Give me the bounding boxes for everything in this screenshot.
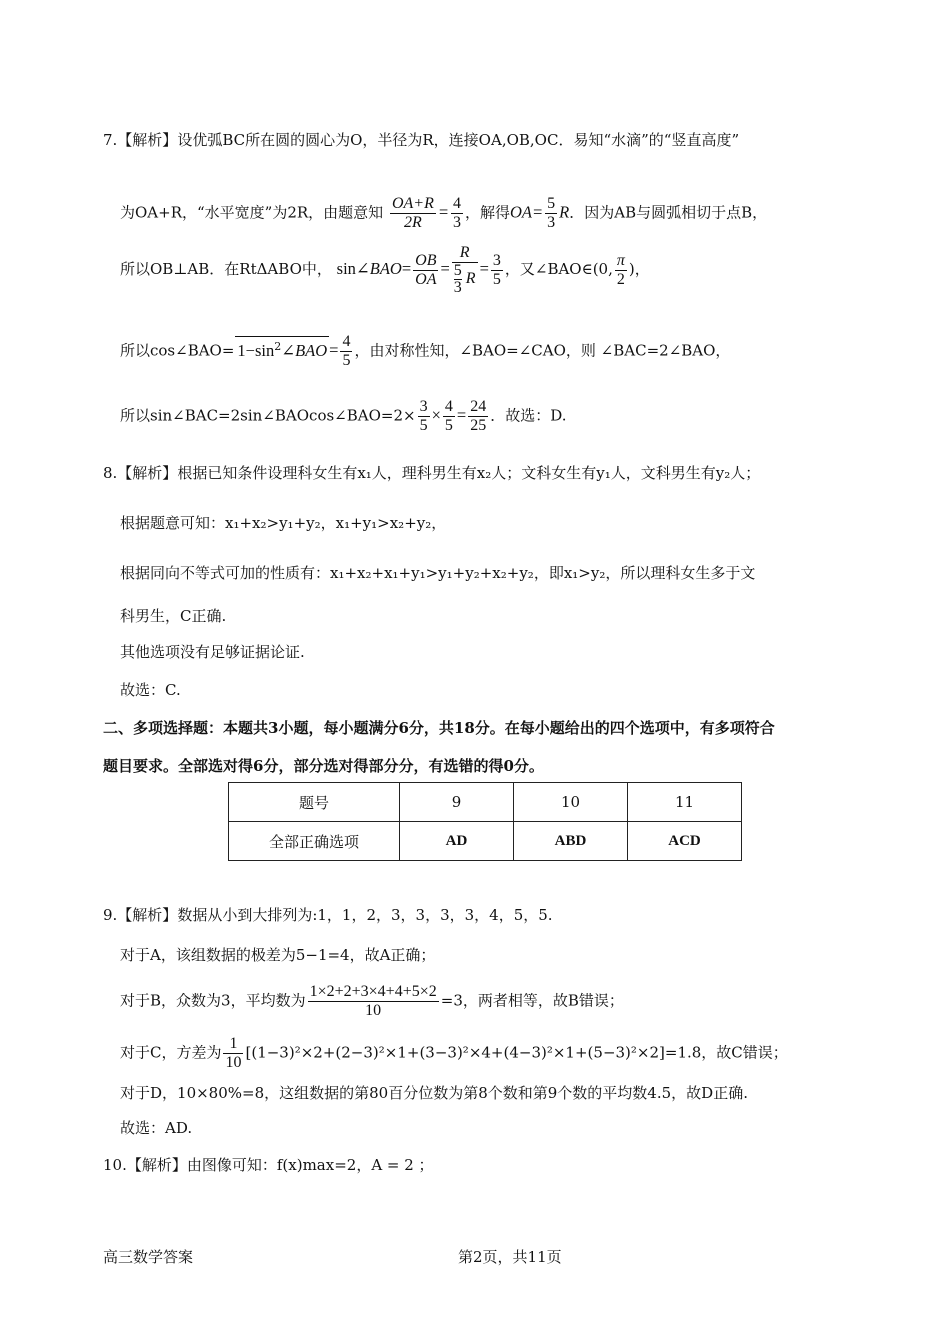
q8-line-4: 科男生，C正确. (120, 607, 227, 625)
table-cell: 全部正确选项 (229, 822, 400, 861)
fraction-pi-2: $\frac{\pi}{2}$ (616, 251, 625, 288)
q8-line-2: 根据题意可知：x₁+x₂>y₁+y₂，x₁+y₁>x₂+y₂， (120, 514, 447, 532)
footer-left: 高三数学答案 (103, 1248, 194, 1266)
fraction-oa-r-over-2r: $\frac{OA+R}{2R}$ (391, 195, 434, 231)
q9-label: 9.【解析】 (103, 906, 178, 924)
q7-line-1: 7.【解析】设优弧BC所在圆的圆心为O，半径为R，连接OA,OB,OC．易知“水滴”的“竖直高度” (103, 131, 740, 149)
fraction-1-10: $\frac{1}{10}$ (225, 1035, 242, 1071)
fraction-ob-oa: $\frac{OB}{OA}$ (415, 251, 437, 288)
fraction-5-3: $\frac{5}{3}$ (547, 195, 556, 231)
q10-line-1: 10.【解析】由图像可知：f(x)max=2，A = 2 ； (103, 1156, 434, 1174)
table-cell: 11 (628, 783, 742, 822)
table-row (229, 822, 742, 861)
q9-line-1: 9.【解析】数据从小到大排列为:1，1，2，3，3，3，3，4，5，5. (103, 906, 553, 924)
fraction-r-over-5-3r: R $\frac{5}{3}$ R (453, 244, 476, 296)
q9-line-2: 对于A，该组数据的极差为5−1=4，故A正确； (120, 946, 436, 964)
q8-label: 8.【解析】 (103, 464, 178, 482)
table-cell: ABD (514, 822, 628, 861)
q8-line-5: 其他选项没有足够证据论证. (120, 643, 305, 661)
fraction-mean: $\frac{1\times 2+2+3\times 4+4+5\times 2}{10}$ (309, 983, 437, 1019)
table-cell: ACD (628, 822, 742, 861)
q8-line-3: 根据同向不等式可加的性质有：x₁+x₂+x₁+y₁>y₁+y₂+x₂+y₂，即x₁>y₂，所以理科女生多于文 (120, 564, 756, 582)
q7-line-5: 所以sin∠BAC=2sin∠BAOcos∠BAO=2× $\frac{3}{5}$ × $\frac{4}{5}$ = $\frac{24}{25}$ ．故选：D. (120, 398, 567, 434)
table-cell: 10 (514, 783, 628, 822)
q7-line-2: 为OA+R，“水平宽度”为2R，由题意知 $\frac{OA+R}{2R}$ = $\frac{4}{3}$ ，解得OA= $\frac{5}{3}$ R．因为AB与圆弧相切于点B， (120, 195, 768, 231)
q8-line-1: 8.【解析】根据已知条件设理科女生有x₁人，理科男生有x₂人；文科女生有y₁人，文科男生有y₂人； (103, 464, 761, 482)
sqrt-expression: $1-\sin^2\angle BAO$ (235, 336, 329, 361)
q10-label: 10.【解析】 (103, 1156, 187, 1174)
section2-heading-line-2: 题目要求。全部选对得6分，部分选对得部分分，有选错的得0分。 (103, 757, 544, 775)
q9-line-5: 对于D，10×80%=8，这组数据的第80百分位数为第8个数和第9个数的平均数4.5，故D正确. (120, 1084, 748, 1102)
q7-label: 7.【解析】 (103, 131, 178, 149)
fraction-24-25: $\frac{24}{25}$ (470, 398, 487, 434)
section2-heading-line-1: 二、多项选择题：本题共3小题，每小题满分6分，共18分。在每小题给出的四个选项中，有多项符合 (103, 719, 775, 737)
q7-line-3: 所以OB⊥AB．在RtΔABO中， sin∠BAO= $\frac{OB}{OA}$ = R $\frac{5}{3}$ R = $\frac{3}{5}$ ，又∠BAO∈(0, $\frac{\pi}{2}$ )， (120, 244, 650, 296)
fraction-4-3: $\frac{4}{3}$ (453, 195, 461, 231)
q9-line-6: 故选：AD. (120, 1119, 193, 1137)
table-row (229, 783, 742, 822)
table-cell: AD (400, 822, 514, 861)
table-cell: 9 (400, 783, 514, 822)
answer-table (228, 782, 742, 861)
q8-line-6: 故选：C. (120, 681, 181, 699)
fraction-3-5: $\frac{3}{5}$ (492, 251, 501, 288)
q9-line-3: 对于B，众数为3，平均数为 $\frac{1\times 2+2+3\times 4+4+5\times 2}{10}$ =3，两者相等，故B错误； (120, 983, 624, 1019)
q7-line-4: 所以cos∠BAO= $1-\sin^2\angle BAO$ = $\frac{4}{5}$ ，由对称性知，∠BAO=∠CAO，则 ∠BAC=2∠BAO， (120, 333, 731, 369)
table-cell: 题号 (229, 783, 400, 822)
footer-page-number: 第2页，共11页 (458, 1248, 562, 1266)
q9-line-4: 对于C，方差为 $\frac{1}{10}$ [(1−3)²×2+(2−3)²×1+(3−3)²×4+(4−3)²×1+(5−3)²×2]=1.8，故C错误； (120, 1035, 788, 1071)
fraction-4-5: $\frac{4}{5}$ (342, 333, 351, 369)
